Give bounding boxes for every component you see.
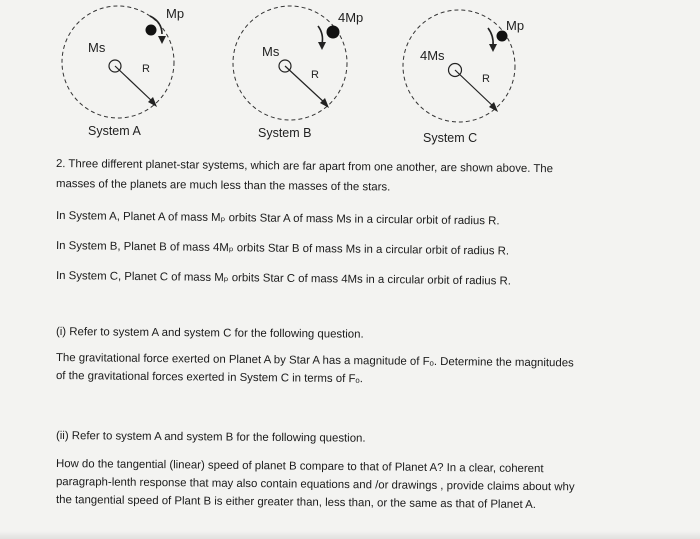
part-i-line-1: The gravitational force exerted on Planet A by Star A has a magnitude of Fₒ. Determine the magnitudes bbox=[55, 352, 574, 370]
system-c-orbit bbox=[403, 10, 515, 122]
part-i-line-2: of the gravitational forces exerted in System C in terms of Fₒ. bbox=[55, 370, 363, 386]
system-c-motion-arrow bbox=[488, 28, 493, 46]
system-a-label: System A bbox=[88, 124, 141, 138]
part-i-heading: (i) Refer to system A and system C for the following question. bbox=[55, 326, 364, 341]
system-b-planet bbox=[327, 26, 340, 39]
system-b-description: In System B, Planet B of mass 4Mₚ orbits Star B of mass Ms in a circular orbit of radius R. bbox=[55, 240, 510, 258]
system-a-planet-label: Mp bbox=[166, 6, 185, 21]
system-b-planet-label: 4Mp bbox=[338, 10, 364, 25]
system-a-planet bbox=[146, 25, 157, 36]
system-b-radius-line bbox=[285, 66, 326, 104]
part-ii-line-3: the tangential speed of Plant B is either greater than, less than, or the same as that of Planet A. bbox=[55, 494, 537, 512]
intro-line-1: 2. Three different planet-star systems, which are far apart from one another, are shown above. The bbox=[55, 158, 554, 176]
system-a-radius-label: R bbox=[142, 63, 150, 75]
system-a-arrowhead bbox=[158, 36, 166, 44]
part-ii-line-2: paragraph-lenth response that may also contain equations and /or drawings , provide claims about why bbox=[55, 476, 575, 494]
system-b-radius-label: R bbox=[311, 69, 319, 81]
part-ii-line-1: How do the tangential (linear) speed of planet B compare to that of Planet A? In a clear, coherent bbox=[55, 458, 544, 476]
system-a-orbit bbox=[62, 6, 174, 118]
system-b-label: System B bbox=[258, 126, 312, 140]
system-c-radius-label: R bbox=[482, 73, 490, 85]
part-ii-heading: (ii) Refer to system A and system B for the following question. bbox=[55, 430, 366, 445]
system-b-motion-arrow bbox=[318, 26, 323, 44]
intro-line-2: masses of the planets are much less than the masses of the stars. bbox=[55, 178, 391, 194]
system-b-diagram bbox=[233, 6, 363, 120]
system-c-label: System C bbox=[423, 131, 478, 145]
system-c-star-label: 4Ms bbox=[420, 48, 445, 63]
system-b-arrowhead bbox=[318, 42, 326, 50]
page-bottom-shadow bbox=[0, 531, 700, 539]
system-a-star-label: Ms bbox=[88, 40, 106, 55]
system-c-planet-label: Mp bbox=[506, 18, 525, 33]
system-c-arrowhead bbox=[489, 44, 497, 52]
system-c-description: In System C, Planet C of mass Mₚ orbits Star C of mass 4Ms in a circular orbit of radius R. bbox=[55, 270, 511, 288]
system-b-star-label: Ms bbox=[262, 44, 280, 59]
system-a-diagram bbox=[62, 6, 184, 118]
system-c-diagram bbox=[403, 10, 524, 122]
system-a-description: In System A, Planet A of mass Mₚ orbits Star A of mass Ms in a circular orbit of radius R. bbox=[55, 210, 500, 228]
